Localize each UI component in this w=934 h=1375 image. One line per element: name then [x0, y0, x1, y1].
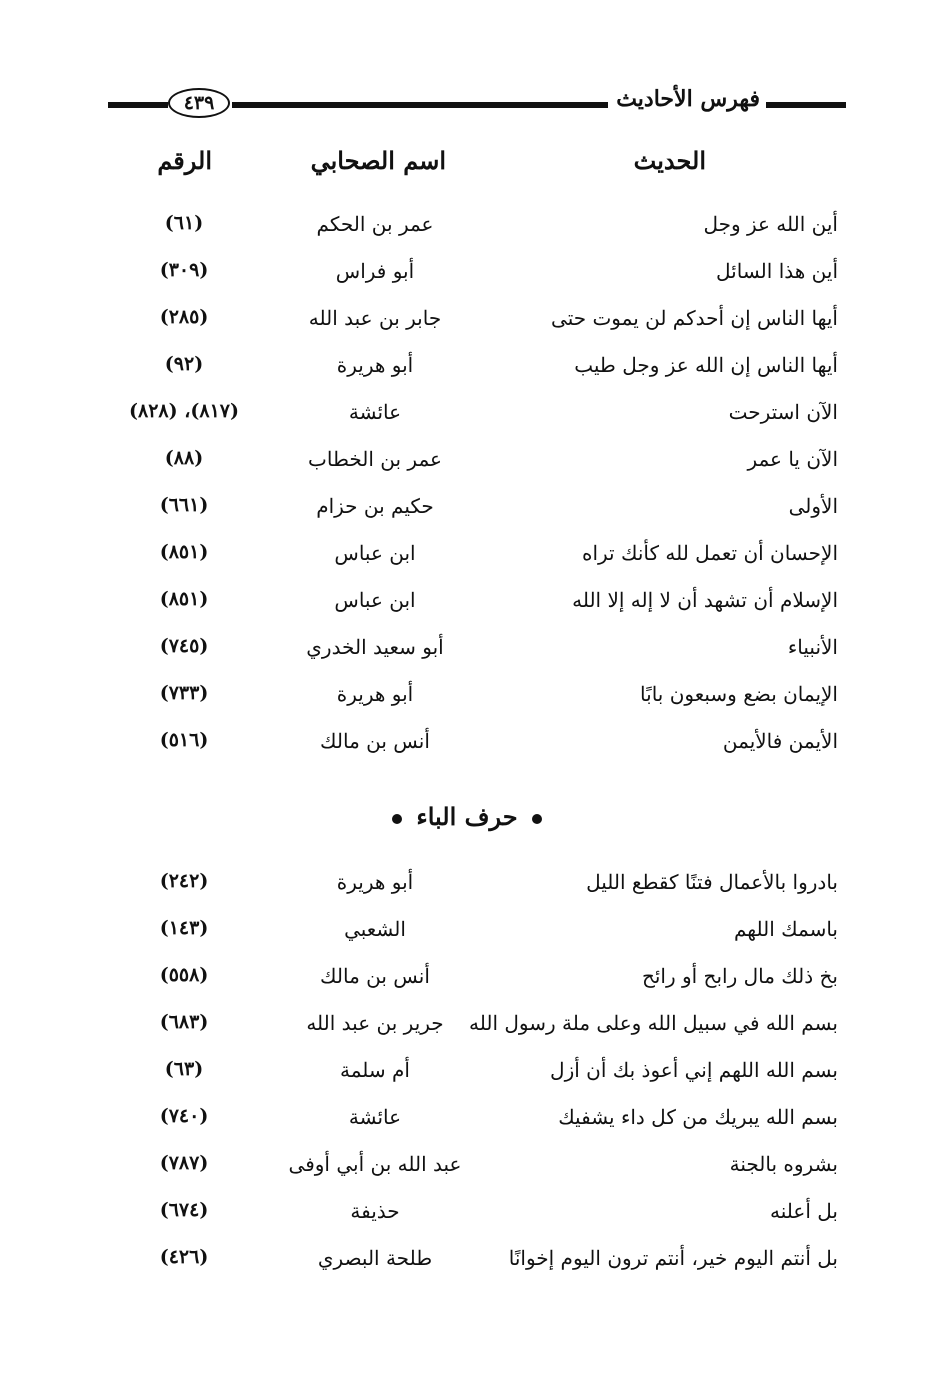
- table-row: [0, 1058, 934, 1098]
- hadith-text: باسمك اللهم: [734, 917, 838, 941]
- header-rule-middle: [232, 102, 608, 108]
- section-heading-text: حرف الباء: [416, 802, 518, 831]
- hadith-text: أين هذا السائل: [716, 259, 838, 283]
- bullet-icon: [532, 814, 542, 824]
- sahabi-name: أم سلمة: [340, 1058, 410, 1082]
- hadith-number: (٧٣٣): [159, 682, 209, 704]
- table-row: [0, 1011, 934, 1051]
- table-row: [0, 1199, 934, 1239]
- sahabi-name: أنس بن مالك: [320, 964, 430, 988]
- hadith-number: (٦٧٤): [159, 1199, 209, 1221]
- hadith-number: (٦٦١): [159, 494, 209, 516]
- sahabi-name: عمر بن الحكم: [316, 212, 434, 236]
- hadith-text: بل أعلنه: [770, 1199, 838, 1223]
- sahabi-name: عائشة: [348, 400, 402, 424]
- sahabi-name: طلحة البصري: [317, 1246, 433, 1270]
- sahabi-name: أبو فراس: [335, 259, 415, 283]
- page-number: ٤٣٩: [168, 88, 230, 118]
- hadith-text: أيها الناس إن الله عز وجل طيب: [574, 353, 838, 377]
- hadith-text: بخ ذلك مال رابح أو رائح: [641, 964, 838, 988]
- column-heading-sahabi: اسم الصحابي: [310, 146, 446, 175]
- hadith-number: (٨١٧)، (٨٢٨): [129, 400, 239, 422]
- hadith-number: (٣٠٩): [159, 259, 209, 281]
- column-heading-number: الرقم: [157, 146, 212, 175]
- sahabi-name: أبو هريرة: [336, 682, 414, 706]
- hadith-text: بسم الله اللهم إني أعوذ بك أن أزل: [550, 1058, 838, 1082]
- hadith-number: (٦٨٣): [159, 1011, 209, 1033]
- hadith-number: (٨٥١): [159, 588, 209, 610]
- sahabi-name: الشعبي: [344, 917, 406, 941]
- header-rule-right: [766, 102, 846, 108]
- sahabi-name: ابن عباس: [334, 588, 416, 612]
- hadith-number: (٢٤٢): [159, 870, 209, 892]
- sahabi-name: أنس بن مالك: [320, 729, 430, 753]
- hadith-text: بل أنتم اليوم خير، أنتم ترون اليوم إخوانًا: [508, 1246, 838, 1270]
- column-heading-hadith: الحديث: [633, 146, 706, 175]
- header-title: فهرس الأحاديث: [616, 86, 760, 112]
- hadith-number: (٥٥٨): [159, 964, 209, 986]
- hadith-number: (٤٢٦): [159, 1246, 209, 1268]
- table-row: [0, 494, 934, 534]
- table-row: [0, 870, 934, 910]
- table-row: [0, 1105, 934, 1145]
- page-header: [108, 84, 846, 124]
- sahabi-name: حذيفة: [350, 1199, 400, 1223]
- hadith-text: الآن يا عمر: [747, 447, 838, 471]
- hadith-text: الأولى: [788, 494, 838, 518]
- sahabi-name: ابن عباس: [334, 541, 416, 565]
- hadith-number: (٩٢): [164, 353, 204, 375]
- sahabi-name: حكيم بن حزام: [316, 494, 434, 518]
- hadith-number: (٦٣): [164, 1058, 204, 1080]
- hadith-number: (٢٨٥): [159, 306, 209, 328]
- table-row: [0, 682, 934, 722]
- table-row: [0, 541, 934, 581]
- hadith-number: (٨٥١): [159, 541, 209, 563]
- hadith-text: الإحسان أن تعمل لله كأنك تراه: [581, 541, 838, 565]
- table-row: [0, 212, 934, 252]
- table-row: [0, 306, 934, 346]
- hadith-number: (٧٨٧): [159, 1152, 209, 1174]
- table-row: [0, 729, 934, 769]
- hadith-number: (٥١٦): [159, 729, 209, 751]
- hadith-text: أين الله عز وجل: [703, 212, 838, 236]
- sahabi-name: عبد الله بن أبي أوفى: [288, 1152, 462, 1176]
- sahabi-name: أبو سعيد الخدري: [306, 635, 444, 659]
- hadith-text: بسم الله في سبيل الله وعلى ملة رسول الله: [469, 1011, 838, 1035]
- hadith-text: أيها الناس إن أحدكم لن يموت حتى: [551, 306, 838, 330]
- table-row: [0, 400, 934, 440]
- table-row: [0, 635, 934, 675]
- hadith-number: (٦١): [164, 212, 204, 234]
- header-rule-left: [108, 102, 168, 108]
- table-row: [0, 588, 934, 628]
- table-row: [0, 964, 934, 1004]
- table-row: [0, 259, 934, 299]
- sahabi-name: عائشة: [348, 1105, 402, 1129]
- hadith-number: (٨٨): [164, 447, 204, 469]
- table-row: [0, 353, 934, 393]
- sahabi-name: عمر بن الخطاب: [308, 447, 442, 471]
- table-row: [0, 1246, 934, 1286]
- hadith-text: بسم الله يبريك من كل داء يشفيك: [558, 1105, 838, 1129]
- hadith-text: الآن استرحت: [728, 400, 838, 424]
- hadith-text: الأيمن فالأيمن: [722, 729, 838, 753]
- hadith-text: بادروا بالأعمال فتنًا كقطع الليل: [586, 870, 838, 894]
- sahabi-name: جابر بن عبد الله: [308, 306, 442, 330]
- hadith-number: (١٤٣): [159, 917, 209, 939]
- bullet-icon: [392, 814, 402, 824]
- table-row: [0, 1152, 934, 1192]
- table-row: [0, 447, 934, 487]
- hadith-number: (٧٤٥): [159, 635, 209, 657]
- sahabi-name: أبو هريرة: [336, 870, 414, 894]
- hadith-text: بشروه بالجنة: [729, 1152, 838, 1176]
- hadith-text: الإسلام أن تشهد أن لا إله إلا الله: [572, 588, 838, 612]
- sahabi-name: أبو هريرة: [336, 353, 414, 377]
- hadith-text: الإيمان بضع وسبعون بابًا: [640, 682, 838, 706]
- hadith-text: الأنبياء: [787, 635, 838, 659]
- section-heading-ba: [0, 802, 934, 831]
- hadith-number: (٧٤٠): [159, 1105, 209, 1127]
- sahabi-name: جرير بن عبد الله: [306, 1011, 444, 1035]
- table-row: [0, 917, 934, 957]
